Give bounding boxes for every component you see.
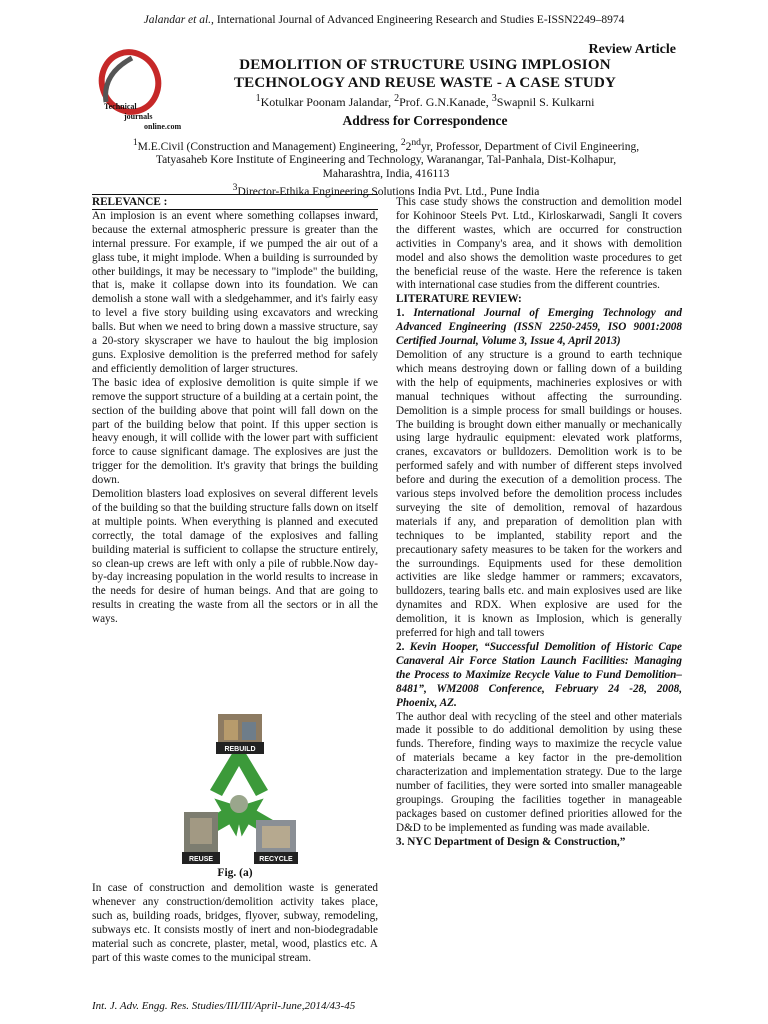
author-list	[210, 93, 640, 110]
aff-sup-1: 1	[132, 137, 138, 148]
affiliation-line-2: Tatyasaheb Kore Institute of Engineering and Technology, Waranangar, Tal-Panhala, Dist-Kolhapur,	[155, 154, 617, 167]
title-line-2: TECHNOLOGY AND REUSE WASTE - A CASE STUDY	[233, 75, 617, 91]
paragraph: Demolition blasters load explosives on several different levels of the building so that the building structure falls down on itself at multiple points. When everything is planned and executed correctly, the total damage of the explosives and falling building material is sufficient to collapse the structure entirely, so clean-up crews are left with only a pile of rubble.Now day-by-day increasing population in the world results to increase in the needs for desire of human beings. And that are going to results in creating the waste from all the sectors or in all the ways.	[92, 488, 378, 626]
reference-3: 3. NYC Department of Design & Construction,”	[396, 835, 626, 848]
aff-1a: M.E.Civil (Construction and Management) Engineering,	[137, 140, 401, 153]
reference-2	[396, 641, 682, 711]
ref-1-citation: International Journal of Emerging Technology and Advanced Engineering (ISSN 2250-2459, ISO 9001:2008 Certified Journal, Volume 3, Issue 4, April 2013)	[396, 307, 682, 348]
aff-sup-2: 2	[400, 137, 406, 148]
paragraph: The basic idea of explosive demolition is quite simple if we remove the support structure of a building at a certain point, the section of the building above that point will fall down on the part of the building below that point. If this upper section is heavy enough, it will collide with the lower part with sufficient force to cause significant damage. The explosives are just the trigger for the demolition. It's gravity that brings the building down.	[92, 376, 378, 487]
left-column	[92, 196, 378, 627]
aff-sup-3: nd	[411, 137, 421, 148]
reference-1	[396, 307, 682, 349]
paragraph: An implosion is an event where something collapses inward, because the external atmospheric pressure is greater than the internal pressure. For example, if we pumped the air out of a glass tube, it might implode. When a building is surrounded by other buildings, it may be necessary to "implode" the building, that is, make it collapse down into its foundation. We can demolish a stone wall with a sledgehammer, and it's fairly easy to level a five story building using excavators and wrecking balls. But when we need to bring down a massive structure, say a 20-story skyscraper we have to haulout the big implosion guns. Explosive demolition is the preferred method for safely and efficiently demolition of larger structures.	[92, 209, 378, 375]
section-heading-relevance: RELEVANCE :	[92, 196, 168, 208]
author-1: Kotulkar Poonam Jalandar,	[260, 95, 395, 109]
journal-logo	[92, 44, 212, 140]
left-column-bottom	[92, 882, 378, 965]
aff-4: Director-Ethika Engineering Solutions India Pvt. Ltd., Pune India	[237, 186, 540, 199]
affiliation-line-1	[92, 136, 680, 154]
ref-2-citation: Kevin Hooper, “Successful Demolition of Historic Cape Canaveral Air Force Station Launch Facilities: Managing the Process to Maximize Recycle Value to Fund Demolition–8481”, WM2008 Conference, February 24 -28, 2008, Phoenix, AZ.	[396, 641, 682, 709]
logo-line-1: Technical	[104, 102, 137, 111]
logo-line-2: journals	[124, 112, 153, 121]
paragraph: This case study shows the construction and demolition model for Kohinoor Steels Pvt. Ltd., Kirloskarwadi, Sangli It covers the different wastes, which are occurred for construction activities in Company's area, and it shows with demolition model and also shows the demolition waste procedures to get the beneficial reuse of the waste. Here the reference is taken with international case studies from the different countries.	[396, 196, 682, 292]
author-3: Swapnil S. Kulkarni	[496, 95, 595, 109]
author-3-sup: 3	[491, 93, 497, 104]
top-rule	[92, 194, 378, 195]
paragraph: In case of construction and demolition waste is generated whenever any construction/demolition activity takes place, such as, building roads, bridges, flyover, subway, remodeling, subways etc. It consists mostly of inert and non-biodegradable material such as concrete, plaster, metal, wood, plastics etc. A part of this waste comes to the municipal stream.	[92, 882, 378, 964]
page-footer: Int. J. Adv. Engg. Res. Studies/III/III/April-June,2014/43-45	[92, 1000, 356, 1012]
author-1-sup: 1	[255, 93, 261, 104]
author-2-sup: 2	[394, 93, 400, 104]
right-column	[396, 196, 682, 850]
affiliation-line-3: Maharashtra, India, 416113	[322, 167, 450, 180]
figure-caption: Fig. (a)	[217, 867, 253, 879]
fig-label-reuse: REUSE	[188, 856, 214, 863]
title-line-1: DEMOLITION OF STRUCTURE USING IMPLOSION	[239, 57, 611, 73]
section-heading-literature: LITERATURE REVIEW:	[396, 293, 522, 306]
ref-1-number: 1.	[396, 307, 414, 320]
address-heading: Address for Correspondence	[342, 113, 508, 128]
header-authors: Jalandar et al.,	[143, 14, 214, 26]
affiliations	[92, 136, 680, 200]
aff-1c: yr, Professor, Department of Civil Engineering,	[420, 140, 640, 153]
recycle-arrows-icon	[176, 712, 302, 868]
fig-label-recycle: RECYCLE	[259, 856, 293, 863]
ref-2-number: 2.	[396, 641, 410, 653]
paragraph: The author deal with recycling of the steel and other materials made it possible to do additional demolition by using these funds. Therefore, finding ways to maximize the recycle value of materials became a key factor in the pre-demolition characterization and implementation strategy. Due to the large number of facilities, they were sorted into smaller manageable groupings. Grouping the facilities together in manageable packages based on customer defined priorities allowed for the D&D to be implemented as funding was made available.	[396, 710, 682, 834]
running-header	[0, 14, 768, 26]
aff-1b: 2	[405, 140, 412, 153]
header-journal: International Journal of Advanced Engineering Research and Studies E-ISSN2249–8974	[213, 14, 625, 26]
logo-line-3: online.com	[144, 122, 182, 131]
paper-title	[210, 56, 640, 92]
fig-label-rebuild: REBUILD	[224, 746, 256, 753]
author-2: Prof. G.N.Kanade,	[399, 95, 492, 109]
article-type: Review Article	[588, 42, 676, 57]
paragraph: Demolition of any structure is a ground to earth technique which means destroying down or falling down of a building with the help of equipments, machineries explosives or with manual techniques without affecting the surrounding. Demolition is a simple process for small buildings or houses. The building is brought down either manually or mechanically using large hydraulic equipment: elevated work platforms, cranes, excavators or bulldozers. Demolition work is to be performed safely and with number of different steps involved before and during the execution of a demolition process. The various steps involved before the demolition process includes surveying the site of demolition, removal of hazardous materials if any, and preparation of demolition plan with techniques to be implanted, stability report and the precautionary safety measures to be taken for the workers and the surroundings. Equipments used for these demolition activities are like sledge hammer or rammers; excavators, bulldozers, tearing balls etc. and main explosives used are like dynamites and RDX. When explosive are used for the demolition, it is known as Implosion, which is generally preferred for high and tall towers	[396, 348, 682, 640]
logo-text	[104, 102, 181, 132]
figure-recycle	[176, 712, 302, 868]
aff-sup-4: 3	[232, 182, 238, 194]
